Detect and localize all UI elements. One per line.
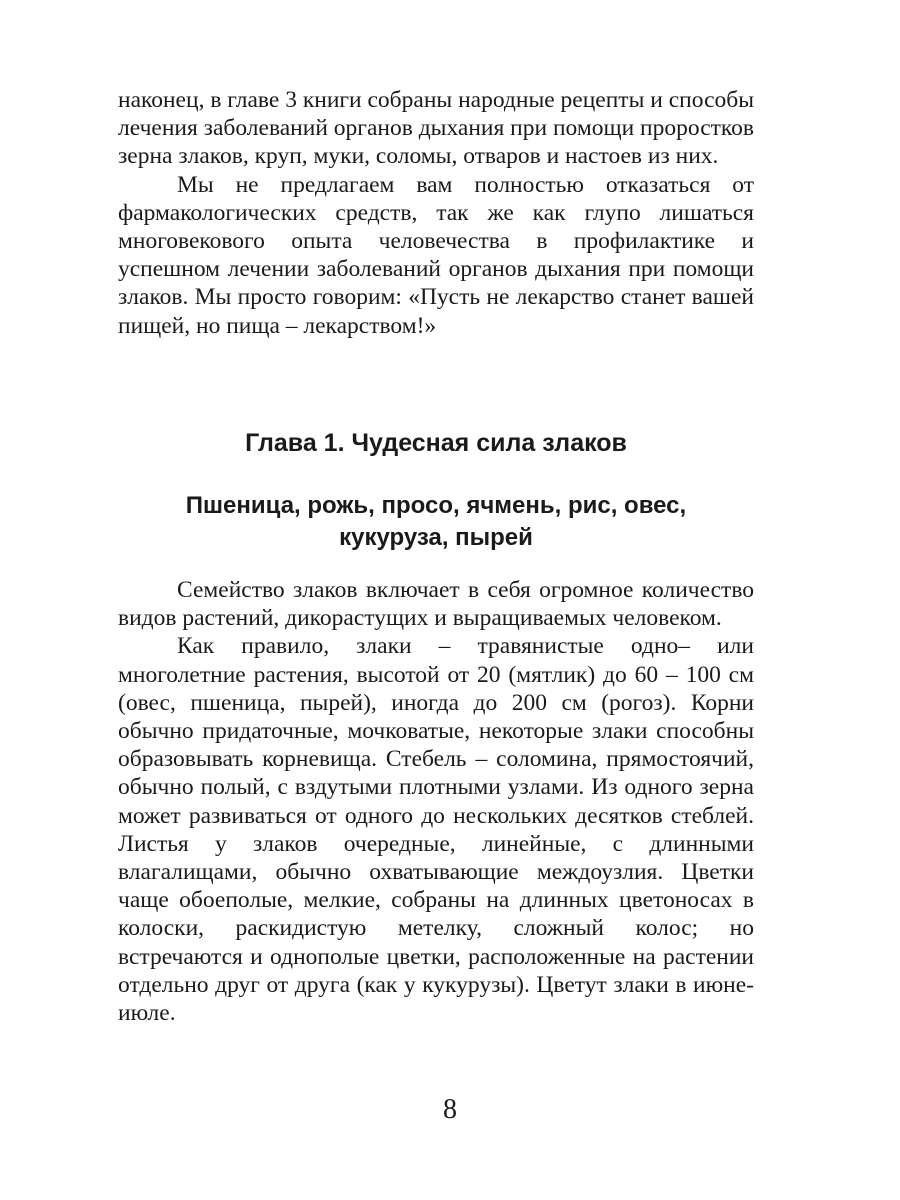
section-title-line-1: Пшеница, рожь, просо, ячмень, рис, овес, [185, 492, 687, 519]
chapter-text-block [118, 576, 754, 1027]
page-number: 8 [443, 1094, 457, 1125]
section-title [110, 490, 762, 554]
section-title-line-2: кукуруза, пырей [339, 524, 533, 551]
chapter-paragraph-1: Семейство злаков включает в себя огромное количество видов растений, дикорастущих и выращиваемых человеком. [118, 577, 754, 632]
chapter-title: Глава 1. Чудесная сила злаков [245, 429, 627, 457]
intro-text-block [118, 86, 754, 340]
chapter-paragraph-2: Как правило, злаки – травянистые одно– или многолетние растения, высотой от 20 (мятлик) до 60 – 100 см (овес, пшеница, пырей), иногда до 200 см (рогоз). Корни обычно придаточные, мочковатые, некоторые злаки способны образовывать корневища. Стебель – соломина, прямостоячий, обычно полый, с вздутыми плотными узлами. Из одного зерна может развиваться от одного до нескольких десятков стеблей. Листья у злаков очередные, линейные, с длинными влагалищами, обычно охватывающие междоузлия. Цветки чаще обоеполые, мелкие, собраны на длинных цветоносах в колоски, раскидистую метелку, сложный колос; но встречаются и однополые цветки, расположенные на растении отдельно друг от друга (как у кукурузы). Цветут злаки в июне-июле. [118, 633, 754, 1027]
intro-paragraph-2: Мы не предлагаем вам полностью отказаться от фармакологических средств, так же как глупо лишаться многовекового опыта человечества в профилактике и успешном лечении заболеваний органов дыхания при помощи злаков. Мы просто говорим: «Пусть не лекарство станет вашей пищей, но пища – лекарством!» [118, 171, 754, 339]
intro-paragraph-1: наконец, в главе 3 книги собраны народные рецепты и способы лечения заболеваний органов дыхания при помощи проростков зерна злаков, круп, муки, соломы, отваров и настоев из них. [118, 87, 754, 170]
